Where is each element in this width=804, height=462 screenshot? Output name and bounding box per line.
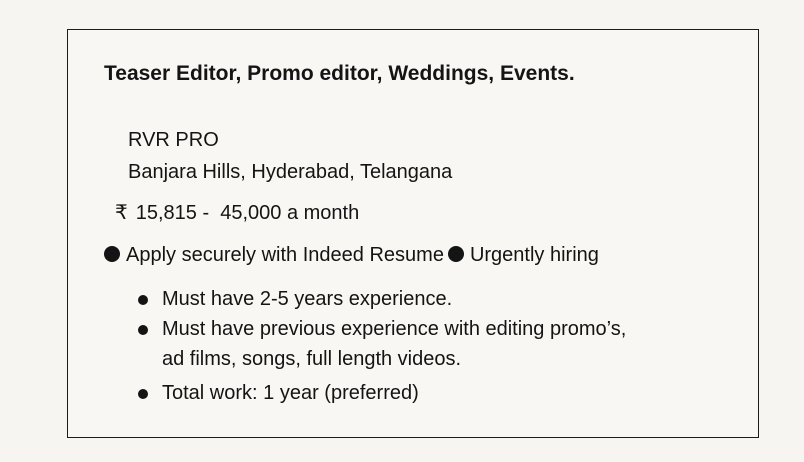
- requirement-item: [136, 314, 762, 374]
- bullet-dot-icon: [104, 246, 120, 262]
- tag-apply-securely: [104, 242, 444, 268]
- bullet-dot-icon: [448, 246, 464, 262]
- requirement-text: Must have 2-5 years experience.: [162, 288, 453, 310]
- salary: [115, 201, 359, 225]
- salary-range: 15,815 - 45,000 a month: [135, 202, 360, 224]
- requirement-text-continued: ad films, songs, full length videos.: [162, 348, 462, 370]
- tag-label: Apply securely with Indeed Resume: [126, 244, 444, 266]
- job-title[interactable]: Teaser Editor, Promo editor, Weddings, Events.: [104, 62, 575, 85]
- rupee-icon: ₹: [115, 202, 128, 224]
- company-name: RVR PRO: [128, 129, 219, 151]
- requirement-text: Must have previous experience with editing promo’s,: [162, 318, 627, 340]
- requirements-list: [136, 284, 762, 408]
- requirement-item: [136, 378, 762, 408]
- tag-label: Urgently hiring: [469, 244, 599, 266]
- job-listing-card: [67, 29, 759, 438]
- job-location: Banjara Hills, Hyderabad, Telangana: [128, 161, 453, 183]
- requirement-item: [136, 284, 762, 314]
- requirement-text: Total work: 1 year (preferred): [162, 382, 419, 404]
- tag-urgently-hiring: [448, 242, 599, 268]
- job-tags: [104, 242, 599, 268]
